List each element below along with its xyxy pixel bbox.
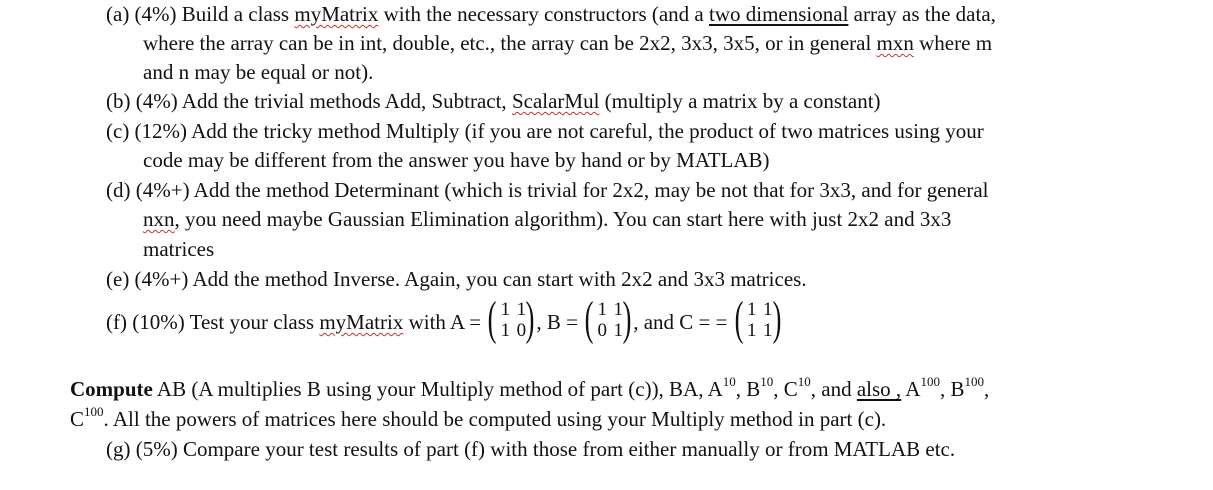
spellcheck-word: nxn	[143, 207, 175, 231]
text: , C	[773, 377, 798, 401]
matrix-cell: 1	[763, 299, 773, 321]
text: with A =	[403, 310, 487, 334]
text: A	[901, 377, 921, 401]
matrix-a	[487, 292, 535, 346]
item-f	[106, 292, 783, 346]
text: (b) (4%) Add the trivial methods Add, Subtract,	[106, 89, 512, 113]
exponent: 100	[84, 404, 104, 419]
spellcheck-word: ScalarMul	[511, 89, 600, 113]
matrix-c	[734, 292, 782, 346]
item-d-line-2	[143, 206, 951, 232]
text: ,	[983, 377, 990, 401]
text: , B =	[536, 310, 584, 334]
item-c-line-1: (c) (12%) Add the tricky method Multiply (if you are not careful, the product of two matrices using your	[106, 119, 984, 143]
item-e: (e) (4%+) Add the method Inverse. Again, you can start with 2x2 and 3x3 matrices.	[106, 267, 807, 291]
matrix-b	[584, 292, 632, 346]
text: with the necessary constructors (and a	[378, 2, 709, 26]
exponent: 10	[797, 374, 811, 389]
text: (f) (10%) Test your class	[106, 310, 320, 334]
text: array as the data,	[848, 2, 996, 26]
text: AB (A multiplies B using your Multiply method of part (c)), BA, A	[152, 377, 723, 401]
exponent: 100	[920, 374, 940, 389]
matrix-cell: 1	[613, 320, 623, 342]
exponent: 10	[760, 374, 774, 389]
matrix-cell: 0	[516, 320, 527, 342]
compute-line-2	[70, 406, 886, 432]
item-d-line-3: matrices	[143, 237, 215, 261]
bold-text: Compute	[70, 377, 153, 401]
text: where m	[913, 31, 993, 55]
matrix-cell: 1	[516, 299, 527, 321]
item-a-line-2	[143, 30, 992, 56]
spellcheck-word: myMatrix	[319, 310, 404, 334]
item-g: (g) (5%) Compare your test results of part (f) with those from either manually or from MATLAB etc.	[106, 437, 956, 461]
text: where the array can be in int, double, etc., the array can be 2x2, 3x3, 3x5, or in general	[143, 31, 877, 55]
item-b	[106, 88, 881, 114]
matrix-cell: 0	[597, 320, 607, 342]
left-paren: (	[487, 292, 497, 346]
text: . All the powers of matrices here should be computed using your Multiply method in part (c).	[103, 407, 887, 431]
text: , and	[810, 377, 857, 401]
right-paren: )	[525, 292, 535, 346]
exponent: 100	[964, 374, 984, 389]
spellcheck-word: myMatrix	[294, 2, 379, 26]
text: , and C = =	[633, 310, 733, 334]
compute-line-1	[70, 376, 989, 402]
matrix-cell: 1	[747, 299, 757, 321]
left-paren: (	[734, 292, 744, 346]
matrix-cell: 1	[613, 299, 623, 321]
text: (a) (4%) Build a class	[106, 2, 295, 26]
item-d-line-1: (d) (4%+) Add the method Determinant (which is trivial for 2x2, may be not that for 3x3, and for general	[106, 178, 989, 202]
right-paren: )	[772, 292, 782, 346]
text: C	[70, 407, 85, 431]
text: , you need maybe Gaussian Elimination algorithm). You can start here with just 2x2 and 3x3	[174, 207, 952, 231]
text: (multiply a matrix by a constant)	[599, 89, 881, 113]
text: , B	[939, 377, 965, 401]
item-a-line-3: and n may be equal or not).	[143, 60, 374, 84]
matrix-cell: 1	[500, 299, 511, 321]
exponent: 10	[722, 374, 736, 389]
underlined-text: also ,	[856, 377, 902, 401]
matrix-cell: 1	[747, 320, 757, 342]
matrix-cell: 1	[597, 299, 607, 321]
matrix-cell: 1	[763, 320, 773, 342]
underlined-text: two dimensional	[709, 2, 849, 26]
left-paren: (	[584, 292, 594, 346]
item-a-line-1	[106, 1, 996, 27]
item-c-line-2: code may be different from the answer you have by hand or by MATLAB)	[143, 148, 770, 172]
spellcheck-word: mxn	[876, 31, 914, 55]
text: , B	[735, 377, 761, 401]
right-paren: )	[622, 292, 632, 346]
matrix-cell: 1	[500, 320, 511, 342]
